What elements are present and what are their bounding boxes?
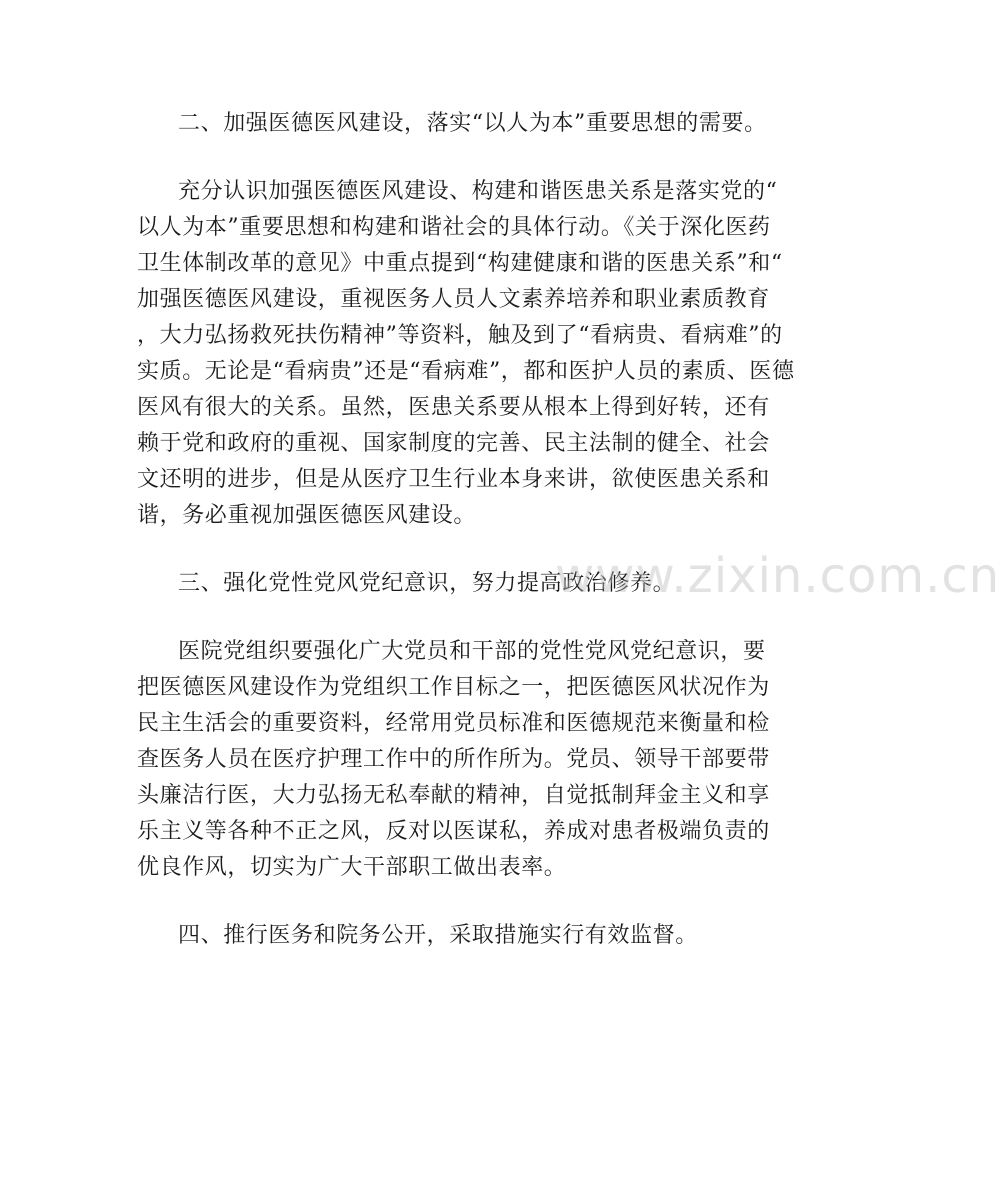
paragraph-line: 赖于党和政府的重视、国家制度的完善、民主法制的健全、社会 xyxy=(137,431,770,456)
paragraph-line: ，大力弘扬救死扶伤精神”等资料，触及到了“看病贵、看病难”的 xyxy=(137,323,783,348)
section-heading-2: 二、加强医德医风建设，落实“以人为本”重要思想的需要。 xyxy=(178,111,767,136)
paragraph-line: 乐主义等各种不正之风，反对以医谋私，养成对患者极端负责的 xyxy=(137,819,770,844)
watermark: www.zixin.com.cn xyxy=(555,548,1000,604)
paragraph-line: 加强医德医风建设，重视医务人员人文素养培养和职业素质教育 xyxy=(137,287,770,312)
paragraph-line: 实质。无论是“看病贵”还是“看病难”，都和医护人员的素质、医德 xyxy=(137,359,795,384)
paragraph-line: 优良作风，切实为广大干部职工做出表率。 xyxy=(137,855,567,880)
paragraph-line: 头廉洁行医，大力弘扬无私奉献的精神，自觉抵制拜金主义和享 xyxy=(137,783,770,808)
paragraph-line: 民主生活会的重要资料，经常用党员标准和医德规范来衡量和检 xyxy=(137,711,770,736)
paragraph-line: 把医德医风建设作为党组织工作目标之一，把医德医风状况作为 xyxy=(137,675,770,700)
paragraph-line: 文还明的进步，但是从医疗卫生行业本身来讲，欲使医患关系和 xyxy=(137,467,770,492)
paragraph-line: 查医务人员在医疗护理工作中的所作所为。党员、领导干部要带 xyxy=(137,747,770,772)
paragraph-line: 卫生体制改革的意见》中重点提到“构建健康和谐的医患关系”和“ xyxy=(137,251,783,276)
paragraph-line: 充分认识加强医德医风建设、构建和谐医患关系是落实党的“ xyxy=(178,179,778,204)
section-heading-3: 三、强化党性党风党纪意识，努力提高政治修养。 xyxy=(178,571,676,596)
paragraph-line: 以人为本”重要思想和构建和谐社会的具体行动。《关于深化医药 xyxy=(137,215,771,240)
paragraph-line: 医风有很大的关系。虽然，医患关系要从根本上得到好转，还有 xyxy=(137,395,770,420)
section-heading-4: 四、推行医务和院务公开，采取措施实行有效监督。 xyxy=(178,923,698,948)
paragraph-line: 医院党组织要强化广大党员和干部的党性党风党纪意识，要 xyxy=(178,639,766,664)
paragraph-line: 谐，务必重视加强医德医风建设。 xyxy=(137,503,477,528)
